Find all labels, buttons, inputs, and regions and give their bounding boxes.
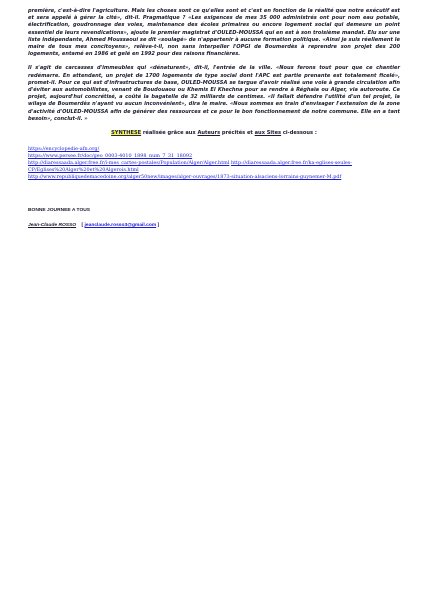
auteurs-word: Auteurs xyxy=(197,130,221,137)
signature: Jean-Claude ROSSO [ jeanclaude.rosso3@gmail.com ] xyxy=(28,223,160,229)
paragraph-2: Il s'agit de carcasses d'immeubles qui «dénaturent», dit-il, l'entrée de la ville. «Nous ferons tout pour que ce chantier redémarre. En attendant, un projet de 1700 logements de type social dont l'APC est partie prenante est totalement ficelé», promet-il. Pour ce qui est d'infrastructures de base, OULED-MOUSSA se targue d'avoir réalisé une voie à grande circulation afin d'éviter aux automobilistes, venant de Boudouaou ou Khemis El Khechna pour se rendre à Réghaïa ou Alger, via autoroute. Ce projet, aujourd'hui concrétisé, a coûté la bagatelle de 32 milliards de centimes. «Il fallait défendre l'utilité d'un tel projet, la wilaya de Boumerdès n'ayant vu aucun inconvénient», dira le maire. «Nous sommes en train d'envisager l'extension de la zone d'activité d'OULED-MOUSSA afin de générer des ressources et ce pour le bon fonctionnement de notre commune. Elle en a tant besoin», conclut-il. » xyxy=(28,65,400,122)
document-page xyxy=(28,8,400,228)
source-links xyxy=(28,146,400,181)
synthese-line: SYNTHESE réalisée grâce aux Auteurs précités et aux Sites ci-dessous : xyxy=(111,130,317,137)
paragraph-1: première, c'est-à-dire l'agriculture. Mais les choses sont ce qu'elles sont et c'est en fonction de la réalité que notre exécutif est et sera appelé à gérer la cité», dit-il. Pragmatique ? «Les exigences de mes 35 000 administrés ont pour nom eau potable, électrification, goudronnage des voies, maintenance des écoles primaires ou encore logement social qui demeure un point essentiel de leurs revendications», ajoute le premier magistrat d'OULED-MOUSSA qui en est à son troisième mandat. Elu sur une liste indépendante, Ahmed Moussaoui se dit «soulagé» de n'appartenir à aucune formation politique. «Ainsi je suis réellement le maire de tous mes concitoyens», relève-t-il, non sans interpeller l'OPGI de Boumerdès à reprendre son projet des 200 logements, entamé en 1986 et gelé en 1992 pour des raisons financières. xyxy=(28,8,400,58)
link-diaressaada-eglises[interactable]: http://diaressaada.alger.free.fr/ka-eglises-seules-CP/Eglises%20Alger%20et%20Algerois.html xyxy=(28,160,352,174)
link-persee[interactable]: https://www.persee.fr/doc/geo_0003-4010_1898_num_7_31_18092 xyxy=(28,153,193,160)
link-pair xyxy=(28,160,352,173)
author-email-link[interactable]: jeanclaude.rosso3@gmail.com xyxy=(84,223,157,229)
link-republique-macedoine[interactable]: http://www.republiquedemacedoine.org/alger50new/images/alger-ouvrages/1873-situation-alsaciens-lorrains-guynemer-M.pdf xyxy=(28,174,342,181)
sites-word: aux Sites xyxy=(254,130,282,137)
author-name: Jean-Claude ROSSO xyxy=(28,223,77,229)
synthese-highlight: SYNTHESE xyxy=(111,130,142,137)
link-diaressaada-population[interactable]: http://diaressaada.alger.free.fr/i-mes_cartes-postales/Population/Alger/Alger.html xyxy=(28,160,230,167)
link-encyclopedie[interactable]: https://encyclopedie-afn.org/ xyxy=(28,146,100,153)
closing-greeting: BONNE JOURNEE A TOUS xyxy=(28,208,91,214)
